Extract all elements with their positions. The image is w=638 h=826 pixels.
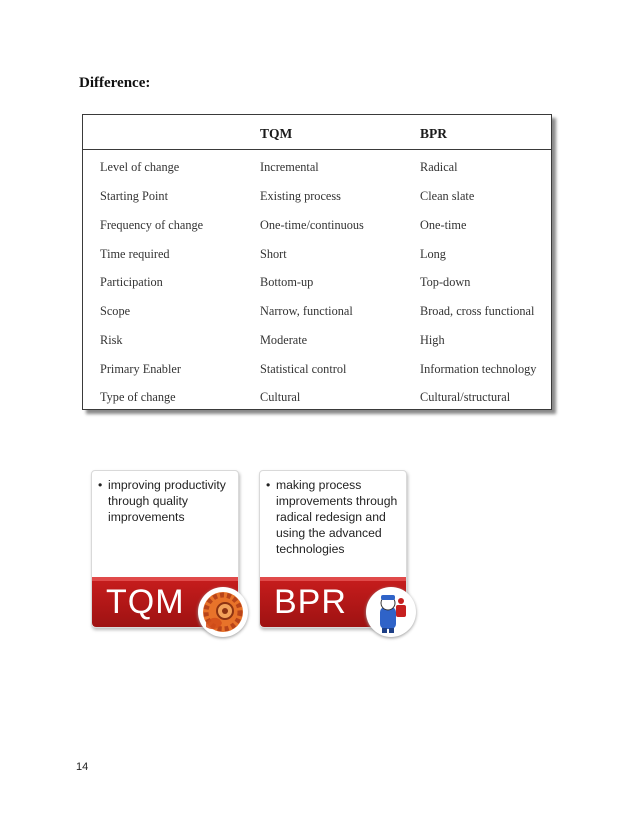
- table-row: [83, 362, 551, 386]
- bpr-cell: Top-down: [420, 275, 471, 289]
- row-label: Risk: [100, 333, 123, 347]
- bpr-card-description: [266, 477, 401, 557]
- table-row: [83, 333, 551, 357]
- tqm-card: [91, 470, 239, 628]
- tqm-cell: Statistical control: [260, 362, 347, 376]
- bpr-cell: Long: [420, 247, 446, 261]
- tqm-card-description: [98, 477, 233, 525]
- table-row: [83, 390, 551, 414]
- worker-figure-icon: [366, 587, 416, 637]
- row-label: Time required: [100, 247, 170, 261]
- bullet: •: [266, 478, 271, 492]
- table-row: [83, 189, 551, 213]
- tqm-cell: Moderate: [260, 333, 308, 347]
- row-label: Frequency of change: [100, 218, 204, 232]
- table-row: [83, 304, 551, 328]
- section-heading: Difference:: [79, 75, 151, 91]
- bpr-cell: Cultural/structural: [420, 390, 511, 404]
- header-tqm: TQM: [260, 126, 293, 141]
- bpr-cell: Radical: [420, 160, 458, 174]
- row-label: Starting Point: [100, 189, 168, 203]
- table-header: [83, 115, 551, 150]
- tqm-card-title: TQM: [106, 583, 185, 621]
- row-label: Participation: [100, 275, 163, 289]
- bpr-card: [259, 470, 407, 628]
- tqm-cell: Cultural: [260, 390, 301, 404]
- tqm-cell: Incremental: [260, 160, 319, 174]
- bpr-card-title: BPR: [274, 583, 347, 621]
- bpr-cell: Broad, cross functional: [420, 304, 535, 318]
- page-number: 14: [76, 761, 89, 773]
- row-label: Level of change: [100, 160, 180, 174]
- tqm-cell: Short: [260, 247, 287, 261]
- tqm-cell: Existing process: [260, 189, 341, 203]
- bpr-cell: One-time: [420, 218, 467, 232]
- tqm-cell: One-time/continuous: [260, 218, 364, 232]
- tqm-cell: Bottom-up: [260, 275, 314, 289]
- header-bpr: BPR: [420, 126, 447, 141]
- bpr-cell: Clean slate: [420, 189, 475, 203]
- table-row: [83, 218, 551, 242]
- table-row: [83, 247, 551, 271]
- bpr-cell: Information technology: [420, 362, 537, 376]
- row-label: Primary Enabler: [100, 362, 181, 376]
- comparison-table: [82, 114, 552, 410]
- table-row: [83, 275, 551, 299]
- row-label: Type of change: [100, 390, 176, 404]
- tqm-card-text: improving productivity through quality improvements: [108, 478, 226, 524]
- table-row: [83, 160, 551, 184]
- bpr-cell: High: [420, 333, 445, 347]
- bpr-card-text: making process improvements through radical redesign and using the advanced technologies: [276, 478, 398, 556]
- gear-hand-icon: [198, 587, 248, 637]
- bullet: •: [98, 478, 103, 492]
- tqm-cell: Narrow, functional: [260, 304, 353, 318]
- row-label: Scope: [100, 304, 131, 318]
